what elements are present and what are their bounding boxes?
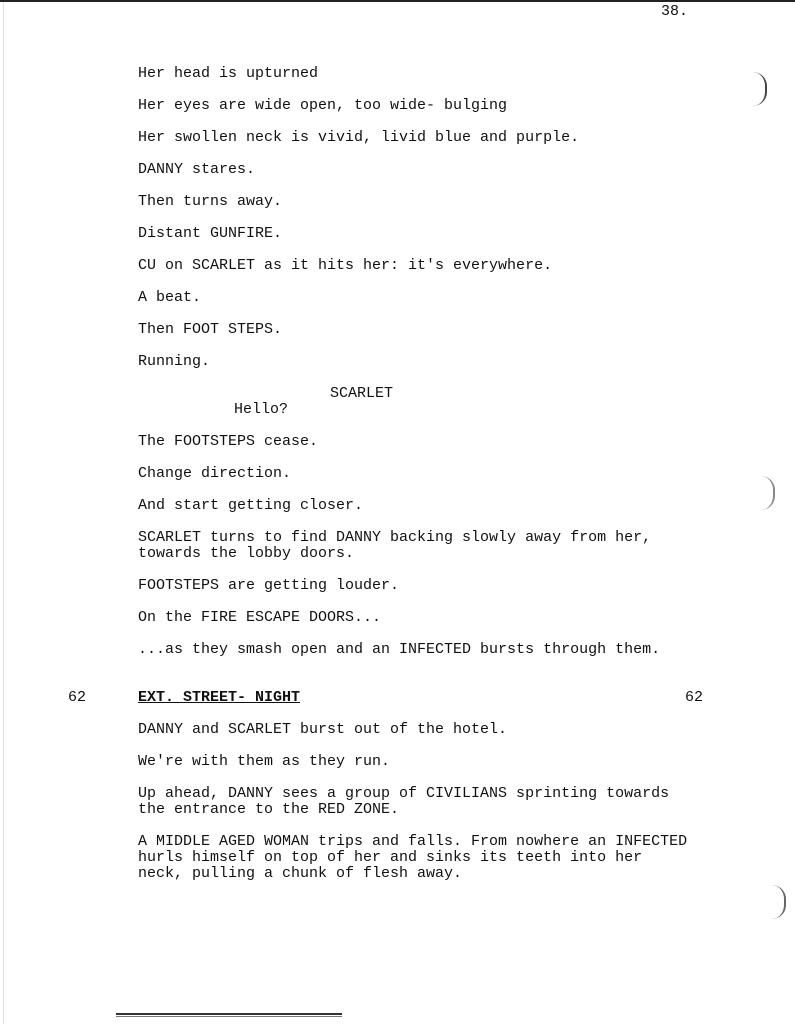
bottom-rule-shadow (116, 1016, 342, 1017)
punch-hole-mark (772, 885, 786, 919)
top-page-edge (0, 0, 795, 2)
action-line: We're with them as they run. (138, 753, 391, 770)
action-line: Running. (138, 353, 211, 370)
action-line: On the FIRE ESCAPE DOORS... (138, 609, 382, 626)
action-line: towards the lobby doors. (138, 545, 355, 562)
action-line: The FOOTSTEPS cease. (138, 433, 319, 450)
action-line: Change direction. (138, 465, 292, 482)
action-line: DANNY stares. (138, 161, 256, 178)
scene-number-right: 62 (685, 689, 704, 706)
action-line: ...as they smash open and an INFECTED bursts through them. (138, 641, 661, 658)
bottom-rule (116, 1013, 342, 1015)
scene-heading: EXT. STREET- NIGHT (138, 689, 301, 706)
action-line: neck, pulling a chunk of flesh away. (138, 865, 463, 882)
action-line: SCARLET turns to find DANNY backing slowly away from her, (138, 529, 652, 546)
action-line: A MIDDLE AGED WOMAN trips and falls. From nowhere an INFECTED (138, 833, 688, 850)
page-number: 38. (661, 3, 689, 20)
character-name: SCARLET (330, 385, 394, 402)
action-line: Up ahead, DANNY sees a group of CIVILIANS sprinting towards (138, 785, 670, 802)
action-line: CU on SCARLET as it hits her: it's everywhere. (138, 257, 553, 274)
action-line: DANNY and SCARLET burst out of the hotel. (138, 721, 508, 738)
action-line: hurls himself on top of her and sinks its teeth into her (138, 849, 643, 866)
punch-hole-mark (753, 72, 767, 106)
action-line: Then turns away. (138, 193, 283, 210)
action-line: Distant GUNFIRE. (138, 225, 283, 242)
action-line: And start getting closer. (138, 497, 364, 514)
scan-edge-line (3, 0, 4, 1024)
action-line: the entrance to the RED ZONE. (138, 801, 400, 818)
action-line: Her swollen neck is vivid, livid blue and purple. (138, 129, 580, 146)
action-line: Her head is upturned (138, 65, 319, 82)
action-line: A beat. (138, 289, 202, 306)
action-line: Her eyes are wide open, too wide- bulging (138, 97, 508, 114)
punch-hole-mark (761, 476, 775, 510)
scene-number-left: 62 (68, 689, 87, 706)
action-line: Then FOOT STEPS. (138, 321, 283, 338)
dialogue-line: Hello? (234, 401, 289, 418)
action-line: FOOTSTEPS are getting louder. (138, 577, 400, 594)
